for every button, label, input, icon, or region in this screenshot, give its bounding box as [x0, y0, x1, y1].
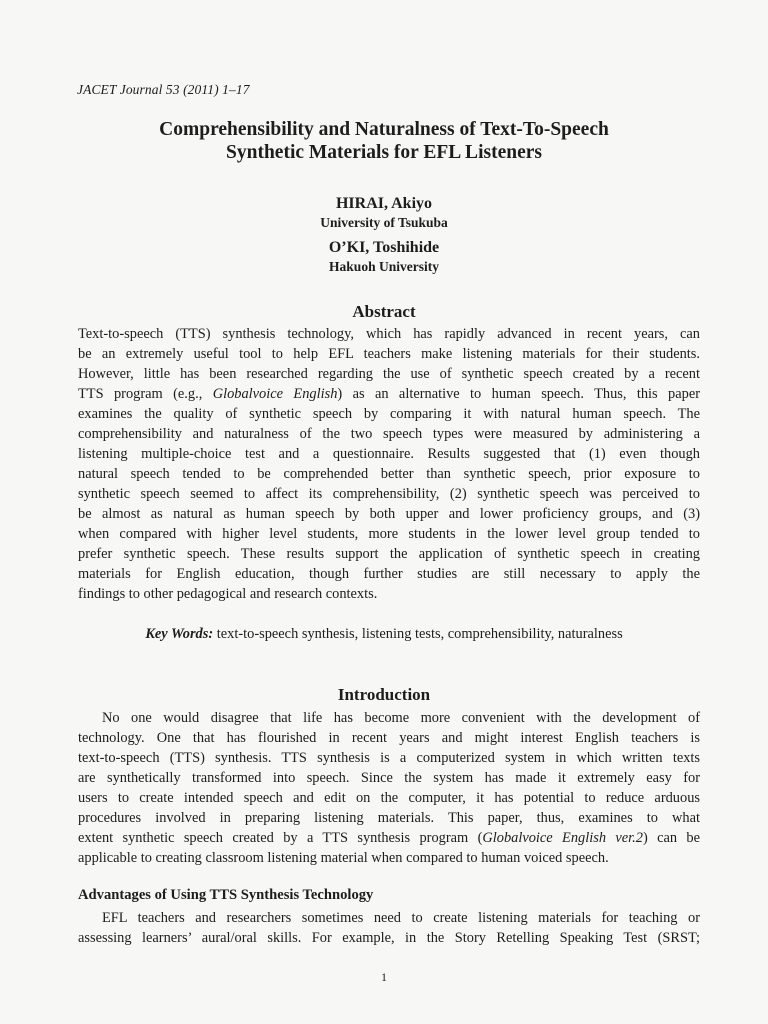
text-line: applicable to creating classroom listening material when compared to human voiced speech.: [78, 850, 609, 866]
italic-title: Globalvoice English ver.2: [482, 830, 643, 846]
italic-title: Globalvoice English: [212, 386, 338, 402]
author-affiliation: University of Tsukuba: [320, 215, 448, 230]
text-line: TTS program (e.g., Globalvoice English) as an alternative to human speech. Thus, this paper: [78, 386, 700, 402]
text-line: users to create intended speech and edit on the computer, it has potential to reduce arduous: [78, 790, 700, 806]
text-line: synthetic speech seemed to affect its comprehensibility, (2) synthetic speech was perceived to: [78, 486, 700, 502]
text-line: listening multiple-choice test and a questionnaire. Results suggested that (1) even though: [78, 446, 700, 462]
text-line: are synthetically transformed into speech. Since the system has made it extremely easy for: [78, 770, 700, 786]
text-line: be an extremely useful tool to help EFL teachers make listening materials for their students.: [78, 346, 700, 362]
text-line: prefer synthetic speech. These results support the application of synthetic speech in creating: [78, 546, 700, 562]
text-line: EFL teachers and researchers sometimes need to create listening materials for teaching or: [102, 910, 700, 926]
abstract-heading: Abstract: [352, 302, 416, 321]
author-affiliation: Hakuoh University: [329, 259, 439, 274]
keywords-line: [0, 626, 768, 643]
journal-citation: JACET Journal 53 (2011) 1–17: [77, 82, 250, 97]
text-line: materials for English education, though further studies are still necessary to apply the: [78, 566, 700, 582]
text-line: Text-to-speech (TTS) synthesis technology, which has rapidly advanced in recent years, can: [78, 326, 700, 342]
keywords-label: Key Words:: [145, 626, 214, 642]
text-line: extent synthetic speech created by a TTS synthesis program (Globalvoice English ver.2) can be: [78, 830, 700, 846]
text-line: technology. One that has flourished in recent years and might interest English teachers is: [78, 730, 700, 746]
text-line: comprehensibility and naturalness of the two speech types were measured by administering a: [78, 426, 700, 442]
paper-title-line: Comprehensibility and Naturalness of Text-To-Speech: [159, 119, 609, 140]
text-line: when compared with higher level students, more students in the lower level group tended to: [78, 526, 700, 542]
text-line: procedures involved in preparing listening materials. This paper, thus, examines to what: [78, 810, 700, 826]
advantages-body: [78, 908, 700, 948]
text-line: text-to-speech (TTS) synthesis. TTS synthesis is a computerized system in which written texts: [78, 750, 700, 766]
text-line: However, little has been researched regarding the use of synthetic speech created by a recent: [78, 366, 700, 382]
text-line: No one would disagree that life has become more convenient with the development of: [102, 710, 700, 726]
text-line: natural speech tended to be comprehended better than synthetic speech, prior exposure to: [78, 466, 700, 482]
page-number: 1: [381, 970, 387, 984]
text-line: findings to other pedagogical and research contexts.: [78, 586, 378, 602]
keywords-text: text-to-speech synthesis, listening tests, comprehensibility, naturalness: [216, 626, 623, 642]
introduction-heading: Introduction: [337, 685, 431, 704]
advantages-heading: Advantages of Using TTS Synthesis Technology: [78, 887, 374, 903]
text-line: be almost as natural as human speech by both upper and lower proficiency groups, and (3): [78, 506, 700, 522]
author-block: [0, 194, 768, 282]
introduction-body: [78, 708, 700, 868]
text-line: assessing learners’ aural/oral skills. For example, in the Story Retelling Speaking Test (SRST;: [78, 930, 700, 946]
author-name: O’KI, Toshihide: [328, 239, 440, 256]
abstract-body: [78, 324, 700, 604]
paper-title-line: Synthetic Materials for EFL Listeners: [226, 142, 542, 163]
text-line: examines the quality of synthetic speech by comparing it with natural human speech. The: [78, 406, 700, 422]
author-name: HIRAI, Akiyo: [335, 195, 433, 212]
paper-title: [0, 118, 768, 164]
